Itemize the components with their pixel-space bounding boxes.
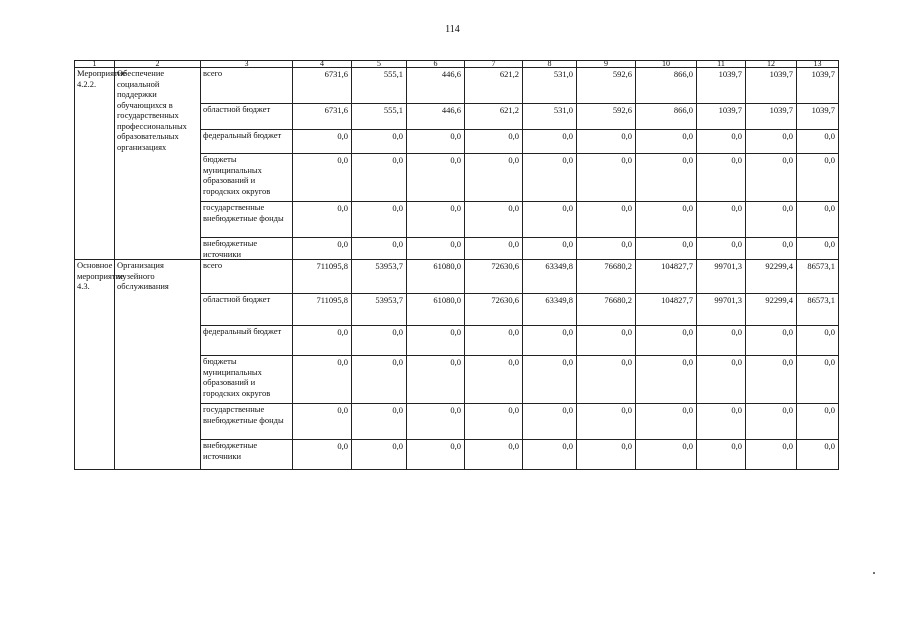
amount-cell: 0,0	[352, 326, 407, 356]
amount-cell: 6731,6	[293, 104, 352, 130]
amount-cell: 0,0	[797, 130, 839, 154]
amount-cell: 1039,7	[746, 104, 797, 130]
amount-cell: 531,0	[523, 68, 577, 104]
amount-cell: 53953,7	[352, 260, 407, 294]
amount-cell: 0,0	[636, 154, 697, 202]
amount-cell: 0,0	[577, 238, 636, 260]
header-cell: 2	[115, 61, 201, 68]
amount-cell: 0,0	[523, 440, 577, 470]
amount-cell: 0,0	[797, 154, 839, 202]
amount-cell: 1039,7	[697, 68, 746, 104]
header-cell: 6	[407, 61, 465, 68]
amount-cell: 0,0	[407, 202, 465, 238]
amount-cell: 0,0	[407, 356, 465, 404]
amount-cell: 92299,4	[746, 260, 797, 294]
amount-cell: 0,0	[293, 404, 352, 440]
amount-cell: 0,0	[746, 326, 797, 356]
amount-cell: 0,0	[523, 202, 577, 238]
amount-cell: 0,0	[636, 404, 697, 440]
amount-cell: 0,0	[465, 326, 523, 356]
amount-cell: 0,0	[746, 202, 797, 238]
amount-cell: 555,1	[352, 104, 407, 130]
amount-cell: 0,0	[577, 154, 636, 202]
header-cell: 4	[293, 61, 352, 68]
header-cell: 5	[352, 61, 407, 68]
amount-cell: 0,0	[293, 154, 352, 202]
amount-cell: 0,0	[407, 440, 465, 470]
amount-cell: 0,0	[577, 404, 636, 440]
amount-cell: 0,0	[746, 154, 797, 202]
amount-cell: 0,0	[746, 238, 797, 260]
amount-cell: 1039,7	[746, 68, 797, 104]
amount-cell: 0,0	[465, 356, 523, 404]
amount-cell: 0,0	[636, 356, 697, 404]
amount-cell: 0,0	[697, 130, 746, 154]
amount-cell: 0,0	[293, 130, 352, 154]
amount-cell: 0,0	[797, 326, 839, 356]
scan-speck	[873, 572, 875, 574]
page-number: 114	[445, 24, 460, 35]
amount-cell: 0,0	[293, 356, 352, 404]
amount-cell: 0,0	[465, 440, 523, 470]
funding-source: федеральный бюджет	[201, 326, 293, 356]
amount-cell: 0,0	[293, 440, 352, 470]
amount-cell: 0,0	[746, 130, 797, 154]
funding-source: бюджеты муниципальных образований и городских округов	[201, 154, 293, 202]
amount-cell: 0,0	[352, 202, 407, 238]
measure-code: Основное мероприятие 4.3.	[75, 260, 115, 470]
amount-cell: 99701,3	[697, 294, 746, 326]
amount-cell: 0,0	[523, 130, 577, 154]
amount-cell: 0,0	[352, 404, 407, 440]
amount-cell: 0,0	[697, 326, 746, 356]
amount-cell: 53953,7	[352, 294, 407, 326]
amount-cell: 0,0	[352, 154, 407, 202]
amount-cell: 0,0	[697, 404, 746, 440]
amount-cell: 0,0	[577, 356, 636, 404]
amount-cell: 0,0	[797, 238, 839, 260]
amount-cell: 0,0	[523, 326, 577, 356]
amount-cell: 1039,7	[797, 68, 839, 104]
amount-cell: 6731,6	[293, 68, 352, 104]
amount-cell: 0,0	[523, 404, 577, 440]
amount-cell: 0,0	[797, 356, 839, 404]
measure-code: Мероприятие 4.2.2.	[75, 68, 115, 260]
amount-cell: 61080,0	[407, 294, 465, 326]
amount-cell: 0,0	[523, 238, 577, 260]
amount-cell: 0,0	[407, 238, 465, 260]
amount-cell: 0,0	[636, 326, 697, 356]
amount-cell: 63349,8	[523, 260, 577, 294]
amount-cell: 76680,2	[577, 260, 636, 294]
amount-cell: 0,0	[407, 130, 465, 154]
amount-cell: 866,0	[636, 104, 697, 130]
amount-cell: 0,0	[636, 238, 697, 260]
header-row	[75, 61, 839, 68]
amount-cell: 0,0	[352, 440, 407, 470]
amount-cell: 0,0	[465, 404, 523, 440]
header-cell: 11	[697, 61, 746, 68]
header-cell: 1	[75, 61, 115, 68]
funding-source: бюджеты муниципальных образований и городских округов	[201, 356, 293, 404]
amount-cell: 0,0	[352, 356, 407, 404]
amount-cell: 0,0	[797, 404, 839, 440]
amount-cell: 0,0	[746, 356, 797, 404]
amount-cell: 0,0	[293, 238, 352, 260]
amount-cell: 0,0	[797, 202, 839, 238]
amount-cell: 555,1	[352, 68, 407, 104]
funding-source: внебюджетные источники	[201, 440, 293, 470]
table-row	[75, 260, 839, 294]
amount-cell: 621,2	[465, 104, 523, 130]
funding-source: государственные внебюджетные фонды	[201, 404, 293, 440]
amount-cell: 0,0	[407, 154, 465, 202]
funding-source: областной бюджет	[201, 104, 293, 130]
amount-cell: 0,0	[797, 440, 839, 470]
amount-cell: 592,6	[577, 68, 636, 104]
amount-cell: 0,0	[293, 326, 352, 356]
funding-source: внебюджетные источники	[201, 238, 293, 260]
amount-cell: 0,0	[465, 202, 523, 238]
amount-cell: 0,0	[636, 202, 697, 238]
amount-cell: 0,0	[465, 238, 523, 260]
header-cell: 10	[636, 61, 697, 68]
amount-cell: 1039,7	[797, 104, 839, 130]
amount-cell: 0,0	[636, 440, 697, 470]
funding-source: областной бюджет	[201, 294, 293, 326]
funding-source: всего	[201, 260, 293, 294]
amount-cell: 621,2	[465, 68, 523, 104]
amount-cell: 0,0	[465, 154, 523, 202]
budget-table	[74, 60, 839, 470]
funding-source: государственные внебюджетные фонды	[201, 202, 293, 238]
amount-cell: 0,0	[407, 326, 465, 356]
amount-cell: 1039,7	[697, 104, 746, 130]
amount-cell: 0,0	[697, 202, 746, 238]
amount-cell: 0,0	[697, 154, 746, 202]
amount-cell: 711095,8	[293, 260, 352, 294]
amount-cell: 92299,4	[746, 294, 797, 326]
amount-cell: 446,6	[407, 104, 465, 130]
table-body	[75, 61, 839, 470]
amount-cell: 0,0	[407, 404, 465, 440]
amount-cell: 0,0	[577, 130, 636, 154]
amount-cell: 0,0	[746, 404, 797, 440]
header-cell: 3	[201, 61, 293, 68]
measure-name: Организация музейного обслуживания	[115, 260, 201, 470]
amount-cell: 0,0	[697, 356, 746, 404]
amount-cell: 0,0	[746, 440, 797, 470]
amount-cell: 0,0	[697, 238, 746, 260]
header-cell: 9	[577, 61, 636, 68]
amount-cell: 86573,1	[797, 294, 839, 326]
amount-cell: 0,0	[293, 202, 352, 238]
amount-cell: 0,0	[523, 356, 577, 404]
amount-cell: 592,6	[577, 104, 636, 130]
amount-cell: 72630,6	[465, 294, 523, 326]
funding-source: всего	[201, 68, 293, 104]
amount-cell: 0,0	[697, 440, 746, 470]
amount-cell: 0,0	[465, 130, 523, 154]
amount-cell: 0,0	[352, 238, 407, 260]
amount-cell: 446,6	[407, 68, 465, 104]
header-cell: 13	[797, 61, 839, 68]
header-cell: 8	[523, 61, 577, 68]
amount-cell: 99701,3	[697, 260, 746, 294]
amount-cell: 61080,0	[407, 260, 465, 294]
amount-cell: 104827,7	[636, 294, 697, 326]
amount-cell: 0,0	[352, 130, 407, 154]
amount-cell: 63349,8	[523, 294, 577, 326]
amount-cell: 0,0	[636, 130, 697, 154]
amount-cell: 0,0	[577, 440, 636, 470]
amount-cell: 866,0	[636, 68, 697, 104]
header-cell: 12	[746, 61, 797, 68]
amount-cell: 0,0	[523, 154, 577, 202]
table-row	[75, 68, 839, 104]
measure-name: Обеспечение социальной поддержки обучающихся в государственных профессиональных образовательных организациях	[115, 68, 201, 260]
amount-cell: 0,0	[577, 326, 636, 356]
amount-cell: 72630,6	[465, 260, 523, 294]
amount-cell: 531,0	[523, 104, 577, 130]
header-cell: 7	[465, 61, 523, 68]
amount-cell: 0,0	[577, 202, 636, 238]
amount-cell: 76680,2	[577, 294, 636, 326]
amount-cell: 86573,1	[797, 260, 839, 294]
amount-cell: 711095,8	[293, 294, 352, 326]
amount-cell: 104827,7	[636, 260, 697, 294]
funding-source: федеральный бюджет	[201, 130, 293, 154]
